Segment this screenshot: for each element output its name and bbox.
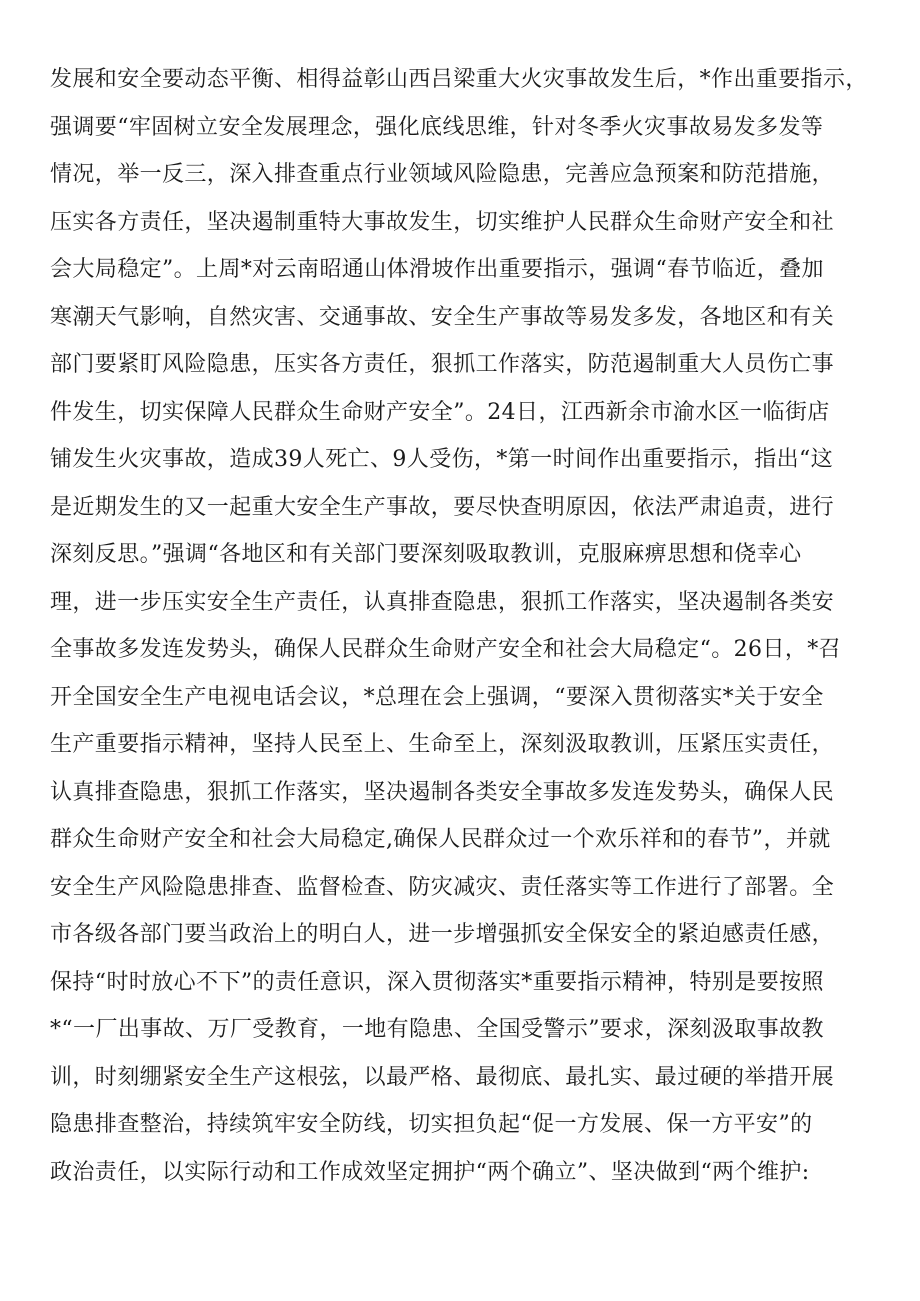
- body-paragraph: [50, 56, 880, 1196]
- text-line: 安全生产风险隐患排查、监督检查、防灾减灾、责任落实等工作进行了部署。全: [50, 874, 835, 900]
- text-line: 理，进一步压实安全生产责任，认真排查隐患，狠抓工作落实，坚决遏制各类安: [50, 589, 835, 615]
- text-line: 压实各方责任，坚决遏制重特大事故发生，切实维护人民群众生命财产安全和社: [50, 209, 835, 235]
- text-line: 全事故多发连发势头，确保人民群众生命财产安全和社会大局稳定“。26日，*召: [50, 637, 842, 662]
- text-line: 认真排查隐患，狠抓工作落实，坚决遏制各类安全事故多发连发势头，确保人民: [50, 779, 835, 805]
- text-line: 件发生，切实保障人民群众生命财产安全”。24日，江西新余市渝水区一临街店: [50, 399, 830, 425]
- text-line: 部门要紧盯风险隐患，压实各方责任，狠抓工作落实，防范遏制重大人员伤亡事: [50, 352, 835, 377]
- text-line: 保持“时时放心不下”的责任意识，深入贯彻落实*重要指示精神，特别是要按照: [50, 969, 824, 995]
- text-line: 寒潮天气影响，自然灾害、交通事故、安全生产事故等易发多发，各地区和有关: [50, 304, 835, 330]
- text-line: 隐患排查整治，持续筑牢安全防线，切实担负起“促一方发展、保一方平安”的: [50, 1112, 813, 1137]
- text-line: 训，时刻绷紧安全生产这根弦，以最严格、最彻底、最扎实、最过硬的举措开展: [50, 1064, 835, 1090]
- text-line: 情况，举一反三，深入排查重点行业领域风险隐患，完善应急预案和防范措施，: [50, 162, 835, 187]
- text-line: 生产重要指示精神，坚持人民至上、生命至上，深刻汲取教训，压紧压实责任，: [50, 732, 835, 757]
- text-line: 深刻反思。”强调“各地区和有关部门要深刻吸取教训，克服麻痹思想和侥幸心: [50, 542, 802, 567]
- text-line: *“一厂出事故、万厂受教育，一地有隐患、全国受警示”要求，深刻汲取事故教: [50, 1017, 824, 1042]
- text-line: 会大局稳定”。上周*对云南昭通山体滑坡作出重要指示，强调“春节临近，叠加: [50, 257, 824, 282]
- text-line: 市各级各部门要当政治上的明白人，进一步增强抓安全保安全的紧迫感责任感，: [50, 922, 835, 947]
- text-line: 是近期发生的又一起重大安全生产事故，要尽快查明原因，依法严肃追责，进行: [50, 494, 835, 520]
- text-line: 开全国安全生产电视电话会议，*总理在会上强调，“要深入贯彻落实*关于安全: [50, 684, 824, 710]
- text-line: 铺发生火灾事故，造成39人死亡、9人受伤，*第一时间作出重要指示，指出“这: [50, 447, 834, 472]
- text-line: 发展和安全要动态平衡、相得益彰山西吕梁重大火灾事故发生后，*作出重要指示，: [50, 67, 868, 92]
- text-line: 政治责任，以实际行动和工作成效坚定拥护“两个确立”、坚决做到“两个维护:: [50, 1159, 810, 1185]
- text-line: 强调要“牢固树立安全发展理念，强化底线思维，针对冬季火灾事故易发多发等: [50, 114, 824, 140]
- text-line: 群众生命财产安全和社会大局稳定,确保人民群众过一个欢乐祥和的春节”，并就: [50, 827, 831, 852]
